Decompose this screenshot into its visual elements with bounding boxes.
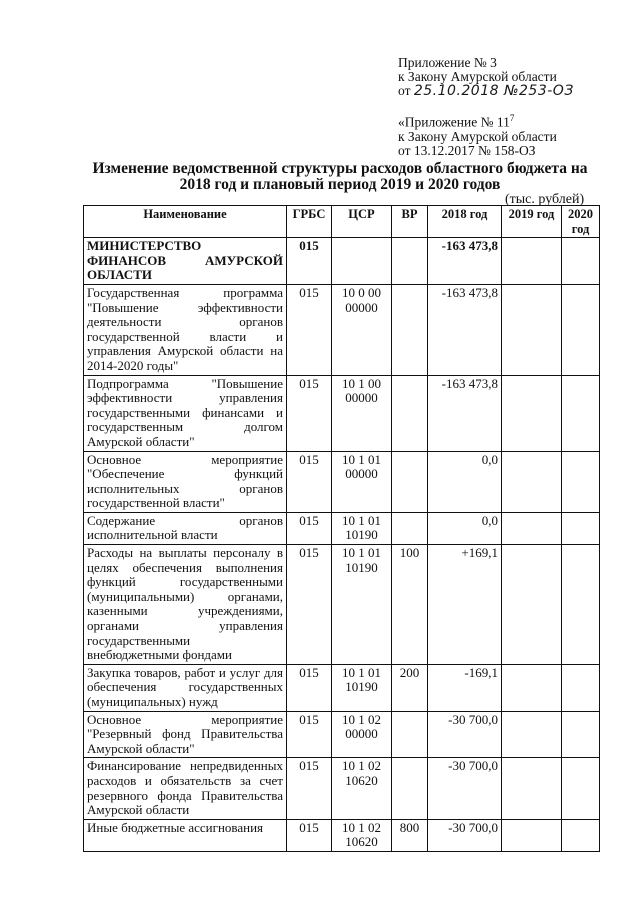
table-row	[84, 819, 600, 851]
title-line-2: 2018 год и плановый период 2019 и 2020 годов	[179, 176, 501, 193]
row-2019	[502, 512, 562, 544]
original-appendix-header	[398, 111, 633, 158]
row-2020	[562, 451, 600, 512]
appendix-law: к Закону Амурской области	[398, 69, 557, 84]
appendix-date-prefix: от	[398, 83, 411, 98]
original-appendix-law: к Закону Амурской области	[398, 128, 557, 144]
table-row	[84, 451, 600, 512]
row-name: Содержание органов исполнительной власти	[84, 512, 287, 544]
row-name: Основное мероприятие "Резервный фонд Правительства Амурской области"	[84, 711, 287, 758]
table-row	[84, 545, 600, 665]
table-header-row	[84, 206, 600, 238]
row-grbs: 015	[287, 284, 332, 375]
appendix-number: Приложение № 3	[398, 55, 497, 70]
document-title	[60, 161, 620, 193]
row-name: Финансирование непредвиденных расходов и обязательств за счет резервного фонда Правительства Амурской области	[84, 758, 287, 819]
row-csr: 10 1 01 10190	[332, 664, 392, 711]
table-row	[84, 284, 600, 375]
row-vr: 200	[392, 664, 428, 711]
header-vr: ВР	[392, 206, 428, 238]
row-2019	[502, 819, 562, 851]
row-2018: -163 473,8	[428, 375, 502, 451]
row-2020	[562, 664, 600, 711]
row-csr: 10 1 02 10620	[332, 758, 392, 819]
row-grbs: 015	[287, 545, 332, 665]
table-row	[84, 512, 600, 544]
row-vr	[392, 451, 428, 512]
appendix-date-line	[398, 84, 633, 98]
row-2019	[502, 238, 562, 285]
header-2018: 2018 год	[428, 206, 502, 238]
row-name: Подпрограмма "Повышение эффективности управления государственными финансами и государственным долгом Амурской области"	[84, 375, 287, 451]
row-2018: -169,1	[428, 664, 502, 711]
row-grbs: 015	[287, 819, 332, 851]
row-2019	[502, 284, 562, 375]
row-vr	[392, 238, 428, 285]
row-2018: -30 700,0	[428, 819, 502, 851]
row-csr: 10 1 01 00000	[332, 451, 392, 512]
row-2020	[562, 819, 600, 851]
row-2019	[502, 664, 562, 711]
row-2019	[502, 758, 562, 819]
header-csr: ЦСР	[332, 206, 392, 238]
row-2020	[562, 758, 600, 819]
handwritten-date-number: 25.10.2018 №253-ОЗ	[413, 83, 574, 99]
row-name: МИНИСТЕРСТВО ФИНАНСОВ АМУРСКОЙ ОБЛАСТИ	[84, 238, 287, 285]
row-csr: 10 1 00 00000	[332, 375, 392, 451]
row-2020	[562, 375, 600, 451]
expenditure-table	[83, 205, 600, 852]
row-2018: 0,0	[428, 451, 502, 512]
row-2020	[562, 512, 600, 544]
header-name: Наименование	[84, 206, 287, 238]
table-row	[84, 758, 600, 819]
row-name: Основное мероприятие "Обеспечение функций исполнительных органов государственной власти"	[84, 451, 287, 512]
row-2019	[502, 451, 562, 512]
row-csr: 10 1 01 10190	[332, 545, 392, 665]
row-grbs: 015	[287, 758, 332, 819]
row-vr: 100	[392, 545, 428, 665]
row-vr	[392, 711, 428, 758]
row-csr: 10 0 00 00000	[332, 284, 392, 375]
row-2020	[562, 238, 600, 285]
row-name: Государственная программа "Повышение эффективности деятельности органов государственной власти и управления Амурской области на 2014-2020 годы"	[84, 284, 287, 375]
header-grbs: ГРБС	[287, 206, 332, 238]
row-vr	[392, 758, 428, 819]
table-row	[84, 238, 600, 285]
original-appendix-date: от 13.12.2017 № 158-ОЗ	[398, 142, 536, 158]
row-csr: 10 1 02 10620	[332, 819, 392, 851]
row-2020	[562, 284, 600, 375]
row-vr	[392, 284, 428, 375]
row-2018: +169,1	[428, 545, 502, 665]
row-2020	[562, 711, 600, 758]
row-grbs: 015	[287, 512, 332, 544]
title-line-1: Изменение ведомственной структуры расходов областного бюджета на	[92, 160, 588, 177]
row-grbs: 015	[287, 711, 332, 758]
appendix-header	[398, 56, 633, 98]
header-2019: 2019 год	[502, 206, 562, 238]
row-vr	[392, 512, 428, 544]
row-2019	[502, 375, 562, 451]
table-row	[84, 375, 600, 451]
row-2018: 0,0	[428, 512, 502, 544]
row-2018: -30 700,0	[428, 711, 502, 758]
row-grbs: 015	[287, 451, 332, 512]
table-row	[84, 664, 600, 711]
units-label: (тыс. рублей)	[505, 192, 585, 207]
row-vr: 800	[392, 819, 428, 851]
row-vr	[392, 375, 428, 451]
row-grbs: 015	[287, 238, 332, 285]
row-2019	[502, 711, 562, 758]
row-2018: -163 473,8	[428, 284, 502, 375]
original-appendix-number: «Приложение № $11^7$	[398, 113, 515, 130]
row-2020	[562, 545, 600, 665]
row-csr: 10 1 02 00000	[332, 711, 392, 758]
row-2018: -30 700,0	[428, 758, 502, 819]
header-2020: 2020 год	[562, 206, 600, 238]
appendix-superscript: 7	[509, 113, 515, 123]
row-2019	[502, 545, 562, 665]
table-row	[84, 711, 600, 758]
row-grbs: 015	[287, 664, 332, 711]
row-grbs: 015	[287, 375, 332, 451]
row-name: Расходы на выплаты персоналу в целях обеспечения выполнения функций государственными (муниципальными) органами, казенными учреждениями, органами управления государственными внебюджетными фондами	[84, 545, 287, 665]
row-name: Иные бюджетные ассигнования	[84, 819, 287, 851]
row-name: Закупка товаров, работ и услуг для обеспечения государственных (муниципальных) нужд	[84, 664, 287, 711]
row-2018: -163 473,8	[428, 238, 502, 285]
row-csr: 10 1 01 10190	[332, 512, 392, 544]
row-csr	[332, 238, 392, 285]
